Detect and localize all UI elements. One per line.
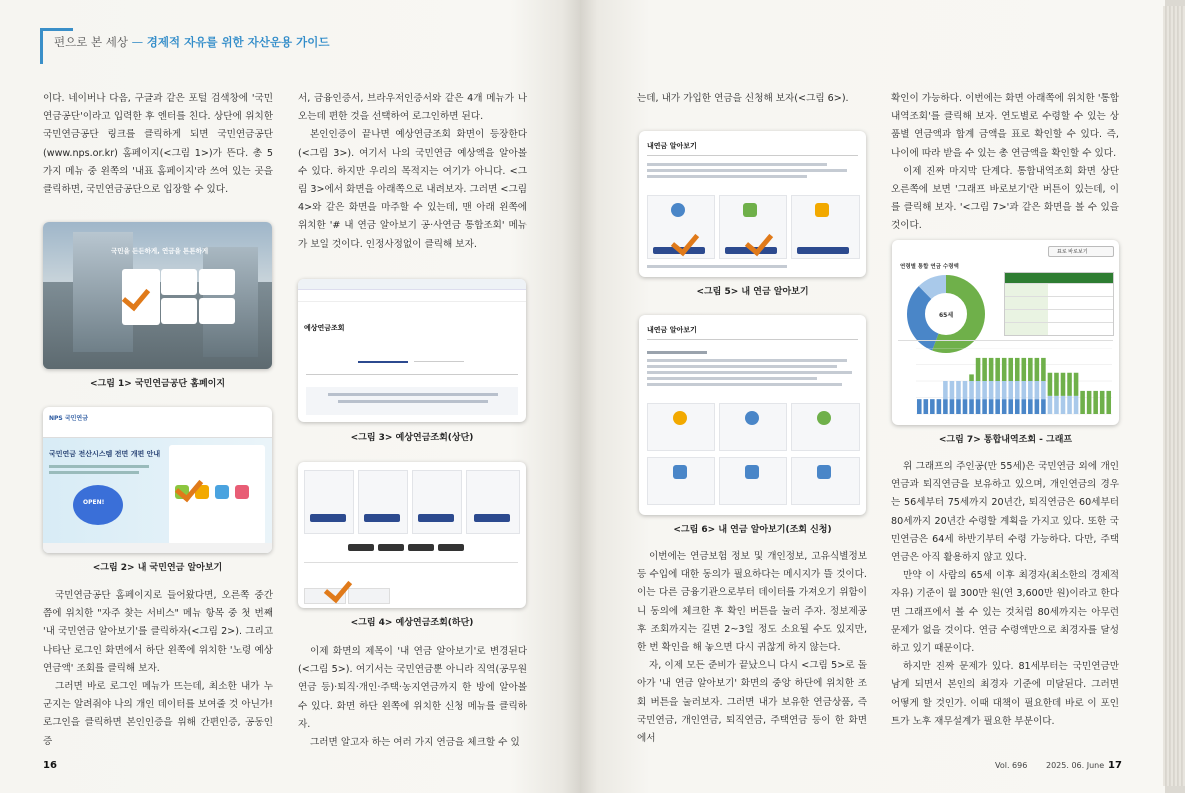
bar-국민연금-69	[1002, 358, 1007, 381]
bar-국민연금-65	[976, 358, 981, 381]
figure-6	[639, 315, 866, 515]
figure-3	[298, 279, 526, 422]
bar-국민연금-67	[989, 358, 994, 381]
fig5-title: 내연금 알아보기	[647, 142, 697, 150]
bar-국민연금-81	[1080, 391, 1085, 414]
bar-국민연금-78	[1061, 373, 1066, 396]
bar-퇴직연금-69	[1002, 381, 1007, 399]
left-col2-text	[298, 90, 527, 254]
bar-국민연금-74	[1035, 358, 1040, 381]
fig2-open: OPEN!	[83, 499, 105, 506]
bar-퇴직연금-66	[982, 381, 987, 399]
left-col2b-text	[298, 643, 527, 752]
bar-퇴직연금-77	[1054, 396, 1059, 414]
bar-국민연금-85	[1106, 391, 1111, 414]
bar-퇴직연금-72	[1022, 381, 1027, 399]
bar-개인연금-75	[1041, 399, 1046, 414]
bar-개인연금-64	[969, 399, 974, 414]
caption-fig3: <그림 3> 예상연금조회(상단)	[350, 433, 474, 443]
bar-개인연금-73	[1028, 399, 1033, 414]
issue-date: 2025. 06. June	[1046, 761, 1105, 770]
bar-국민연금-66	[982, 358, 987, 381]
paragraph: 는데, 내가 가입한 연금을 신청해 보자(<그림 6>).	[637, 93, 849, 104]
page-number-left: 16	[43, 760, 57, 771]
bar-퇴직연금-67	[989, 381, 994, 399]
left-col1b-text	[43, 587, 273, 751]
bar-개인연금-60	[943, 399, 948, 414]
fig4-button-2[interactable]	[364, 514, 400, 522]
bar-퇴직연금-63	[963, 381, 968, 399]
bar-국민연금-75	[1041, 358, 1046, 381]
bar-퇴직연금-80	[1074, 396, 1079, 414]
bar-퇴직연금-73	[1028, 381, 1033, 399]
fig6-title: 내연금 알아보기	[647, 326, 697, 334]
bar-개인연금-58	[930, 399, 935, 414]
caption-fig4: <그림 4> 예상연금조회(하단)	[350, 618, 474, 628]
caption-fig2: <그림 2> 내 국민연금 알아보기	[92, 563, 223, 573]
bar-국민연금-77	[1054, 373, 1059, 396]
table-view-button[interactable]	[1048, 246, 1114, 257]
fig3-tab-2[interactable]	[414, 351, 464, 362]
bar-국민연금-79	[1067, 373, 1072, 396]
bar-국민연금-76	[1048, 373, 1053, 396]
figure-4	[298, 462, 526, 608]
fig7-summary-table	[1004, 272, 1114, 336]
table-view-label: 표로 바로보기	[1057, 249, 1088, 255]
right-page	[580, 0, 1165, 793]
paragraph: 자, 이제 모든 준비가 끝났으니 다시 <그림 5>로 돌아가 '내 연금 알아보기' 화면의 중앙 하단에 위치한 조회 버튼을 눌러보자. 그러면 내가 보유한 연금상품, 즉 국민연금, 개인연금, 퇴직연금, 주택연금 등이 한 화면에서	[637, 660, 867, 745]
fig7-title: 연령별 통합 연금 수령액	[900, 264, 959, 270]
chart-bars	[917, 358, 1111, 414]
caption-fig6: <그림 6> 내 연금 알아보기(조회 신청)	[673, 525, 832, 535]
fig2-logo: NPS 국민연금	[49, 415, 89, 422]
paragraph: 서, 금융인증서, 브라우저인증서와 같은 4개 메뉴가 나오는데 편한 것을 선택하여 로그인하면 된다.	[298, 93, 527, 123]
right-col3b-text	[637, 548, 867, 748]
bar-국민연금-83	[1093, 391, 1098, 414]
figure-1	[43, 222, 272, 369]
bar-퇴직연금-65	[976, 381, 981, 399]
bar-개인연금-72	[1022, 399, 1027, 414]
bar-퇴직연금-78	[1061, 396, 1066, 414]
bar-개인연금-71	[1015, 399, 1020, 414]
right-col4a-text	[891, 90, 1119, 236]
left-col1-text	[43, 90, 273, 199]
bar-퇴직연금-75	[1041, 381, 1046, 399]
caption-fig5: <그림 5> 내 연금 알아보기	[696, 287, 809, 297]
fig1-card-4[interactable]	[161, 298, 197, 324]
bar-개인연금-59	[937, 399, 942, 414]
paragraph: 그러면 알고자 하는 여러 가지 연금을 체크할 수 있	[310, 737, 520, 749]
fig1-card-5[interactable]	[199, 298, 235, 324]
paragraph: 그러면 바로 로그인 메뉴가 뜨는데, 최소한 내가 누군지는 알려줘야 나의 개인 데이터를 보여줄 것 아닌가! 로그인을 클릭하면 본인인증을 위해 간편인증, 공동인증	[43, 681, 273, 747]
bar-개인연금-61	[950, 399, 955, 414]
paragraph: 이제 화면의 제목이 '내 연금 알아보기'로 변경된다(<그림 5>). 여기서는 국민연금뿐 아니라 직역(공무원 연금 등)·퇴직·개인·주택·농지연금까지 한 방에 알아볼 수 있다. 화면 하단 왼쪽에 위치한 신청 메뉴를 클릭하자.	[298, 646, 527, 730]
paragraph: 이다. 네이버나 다음, 구글과 같은 포털 검색창에 '국민연금공단'이라고 입력한 후 엔터를 친다. 상단에 위치한 국민연금공단 링크를 클릭하게 되면 국민연금공단(www.nps.or.kr) 홈페이지(<그림 1>)가 뜬다. 총 5가지 메뉴 중 왼쪽의 '내표 홈페이지'라 쓰여 있는 곳을 클릭하면, 국민연금공단으로 입장할 수 있다.	[43, 93, 273, 196]
right-col3a-text	[637, 90, 867, 108]
bar-국민연금-80	[1074, 373, 1079, 396]
bar-퇴직연금-70	[1008, 381, 1013, 399]
caption-fig1: <그림 1> 국민연금공단 홈페이지	[89, 379, 226, 389]
bar-국민연금-82	[1087, 391, 1092, 414]
paragraph: 본인인증이 끝나면 예상연금조회 화면이 등장한다(<그림 3>). 여기서 나의 국민연금 예상액을 알아볼 수 있다. 하지만 우리의 목적지는 여기가 아니다. <그림 3>에서 화면을 아래쪽으로 내려보자. 그러면 <그림 4>와 같은 화면을 마주할 수 있는데, 맨 아래 왼쪽에 위치한 '# 내 연금 알아보기 공·사연금 통합조회' 메뉴가 보일 것이다. 인정사정없이 클릭해 보자.	[298, 129, 527, 250]
bar-개인연금-62	[956, 399, 961, 414]
bar-개인연금-67	[989, 399, 994, 414]
bar-퇴직연금-74	[1035, 381, 1040, 399]
bar-퇴직연금-60	[943, 381, 948, 399]
bar-개인연금-70	[1008, 399, 1013, 414]
header-title: 경제적 자유를 위한 자산운용 가이드	[146, 35, 330, 49]
donut-center-label: 65세	[939, 312, 954, 319]
figure-5	[639, 131, 866, 277]
bar-국민연금-72	[1022, 358, 1027, 381]
figure-2	[43, 407, 272, 553]
fig3-title: 예상연금조회	[304, 324, 345, 332]
header-dash: —	[131, 35, 144, 49]
bar-개인연금-68	[995, 399, 1000, 414]
fig4-button-4[interactable]	[474, 514, 510, 522]
volume-number: Vol. 696	[995, 761, 1028, 770]
bar-개인연금-57	[924, 399, 929, 414]
stacked-bar-chart	[902, 348, 1112, 418]
bar-개인연금-56	[917, 399, 922, 414]
bar-개인연금-63	[963, 399, 968, 414]
bar-개인연금-74	[1035, 399, 1040, 414]
paragraph: 국민연금공단 홈페이지로 들어왔다면, 오른쪽 중간쯤에 위치한 "자주 찾는 서비스" 메뉴 항목 중 첫 번째 '내 국민연금 알아보기'를 클릭하자(<그림 2>). 그리고 나타난 로그인 화면에서 하단 왼쪽에 위치한 '노령 예상연금액' 조회를 클릭해 보자.	[43, 590, 273, 674]
bar-국민연금-64	[969, 374, 974, 381]
paragraph: 확인이 가능하다. 이번에는 화면 아래쪽에 위치한 '통합내역조회'를 클릭해 보자. 연도별로 수령할 수 있는 상품별 연금액과 합계 금액을 표로 확인할 수 있다. 즉, 나이에 따라 받을 수 있는 총 연금액을 확인할 수 있다.	[891, 93, 1119, 159]
fig4-button-1[interactable]	[310, 514, 346, 522]
bar-개인연금-65	[976, 399, 981, 414]
bar-개인연금-69	[1002, 399, 1007, 414]
paragraph: 이제 진짜 마지막 단계다. 통합내역조회 화면 상단 오른쪽에 보면 '그래프 바로보기'란 버튼이 있는데, 이를 클릭해 보자. '<그림 7>'과 같은 화면을 볼 수 있을 것이다.	[891, 165, 1119, 232]
bar-퇴직연금-62	[956, 381, 961, 399]
fig2-title: 국민연금 전산시스템 전면 개편 안내	[49, 450, 161, 458]
bar-국민연금-84	[1100, 391, 1105, 414]
paragraph: 위 그래프의 주인공(만 55세)은 국민연금 외에 개인연금과 퇴직연금을 보유하고 있으며, 개인연금의 경우는 56세부터 75세까지 20년간, 퇴직연금은 60세부터 80세까지 20년간 수령할 계획을 가지고 있다. 또한 국민연금은 64세 하반기부터 수령 가능하다. 다만, 주택연금은 아직 활용하지 않고 있다.	[891, 461, 1119, 564]
bar-퇴직연금-61	[950, 381, 955, 399]
page-edges	[1163, 6, 1185, 786]
paragraph: 만약 이 사람의 65세 이후 최경자(최소한의 경제적 자유) 기준이 월 300만 원(연 3,600만 원)이라고 한다면 그래프에서 볼 수 있는 것처럼 80세까지는 아무런 문제가 없을 것이다. 연금 수령액만으로 최경자를 달성하고 있기 때문이다.	[891, 570, 1119, 655]
fig3-tab-1[interactable]	[358, 351, 408, 363]
bar-국민연금-70	[1008, 358, 1013, 381]
left-page	[0, 0, 580, 793]
caption-fig7: <그림 7> 통합내역조회 - 그래프	[938, 435, 1073, 445]
figure-7	[892, 240, 1119, 425]
right-col4b-text	[891, 458, 1119, 731]
fig1-banner: 국민을 든든하게, 연금을 튼튼하게	[111, 247, 209, 255]
fig1-card-3[interactable]	[199, 269, 235, 295]
bar-개인연금-66	[982, 399, 987, 414]
bar-퇴직연금-79	[1067, 396, 1072, 414]
bar-퇴직연금-64	[969, 381, 974, 399]
fig1-card-2[interactable]	[161, 269, 197, 295]
header-series: 편으로 본 세상	[54, 35, 128, 49]
fig4-button-3[interactable]	[418, 514, 454, 522]
bar-퇴직연금-71	[1015, 381, 1020, 399]
fig5-history-button[interactable]	[797, 247, 849, 254]
bar-국민연금-73	[1028, 358, 1033, 381]
page-number-right: 17	[1108, 760, 1122, 771]
paragraph: 하지만 진짜 문제가 있다. 81세부터는 국민연금만 남게 되면서 본인의 최경자 기준에 미달된다. 그러면 어떻게 할 것인가. 이때 대책이 필요한데 바로 이 포인트가 노후 재무설계가 필요한 부분이다.	[891, 661, 1119, 727]
paragraph: 이번에는 연금보험 정보 및 개인정보, 고유식별정보 등 수입에 대한 동의가 필요하다는 메시지가 뜰 것이다. 이는 다른 금융기관으로부터 데이터를 가져오기 위함이니 동의에 체크한 후 확인 버튼을 눌러 주자. 정보제공 후 조회까지는 길면 2~3일 정도 소요될 수도 있지만, 한 번 확인을 해 놓으면 다시 귀찮게 하지 않는다.	[637, 551, 867, 654]
bar-국민연금-68	[995, 358, 1000, 381]
bar-퇴직연금-68	[995, 381, 1000, 399]
bar-퇴직연금-76	[1048, 396, 1053, 414]
bar-국민연금-71	[1015, 358, 1020, 381]
